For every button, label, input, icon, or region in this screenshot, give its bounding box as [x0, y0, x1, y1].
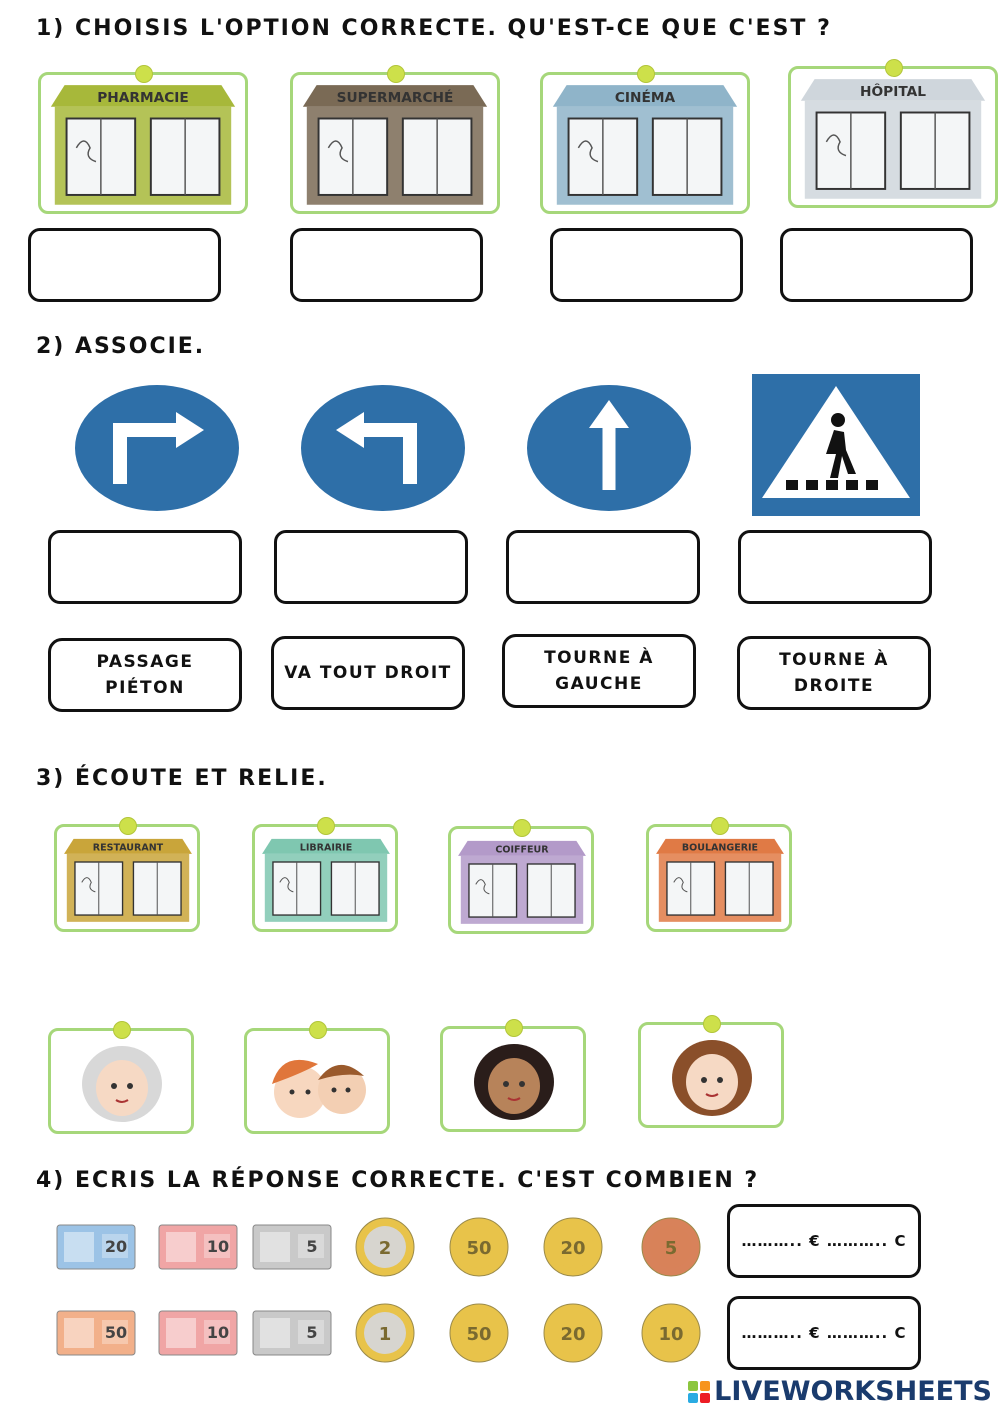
money-answer-box-1[interactable] [727, 1204, 921, 1278]
euro-coin-icon [354, 1302, 416, 1364]
coin-value: 5 [664, 1238, 678, 1259]
euro-note-icon [56, 1224, 136, 1270]
euro-coin-icon [448, 1216, 510, 1278]
turn-left-sign-icon [298, 382, 468, 514]
shop-sign-text: PHARMACIE [97, 89, 189, 106]
coin-value: 20 [560, 1238, 586, 1259]
pedestrian-crossing-sign-icon [752, 374, 920, 516]
section4-title: 4) ECRIS LA RÉPONSE CORRECTE. C'EST COMBIEN ? [36, 1168, 760, 1193]
shop-card-s3-4 [646, 824, 792, 932]
label-passage-pieton[interactable] [48, 638, 242, 712]
liveworksheets-mark-icon [688, 1381, 710, 1403]
coin-value: 50 [466, 1324, 492, 1345]
label-va-tout-droit[interactable] [271, 636, 465, 710]
section2-title: 2) ASSOCIE. [36, 334, 206, 359]
euro-coin-icon [640, 1302, 702, 1364]
label-line: DROITE [793, 676, 875, 696]
coin-value: 1 [378, 1324, 392, 1345]
label-line: PIÉTON [105, 678, 185, 698]
label-tourne-a-gauche[interactable] [502, 634, 696, 708]
straight-ahead-sign-icon [524, 382, 694, 514]
shop-sign-text: COIFFEUR [495, 844, 549, 856]
person-card-2 [244, 1028, 390, 1134]
shop-icon [652, 830, 788, 928]
section1-title: 1) CHOISIS L'OPTION CORRECTE. QU'EST-CE QUE C'EST ? [36, 16, 832, 41]
grandmother-icon [54, 1034, 190, 1130]
answer-box-2[interactable] [290, 228, 483, 302]
euro-coin-icon [542, 1216, 604, 1278]
person-card-4 [638, 1022, 784, 1128]
shop-card-s3-1 [54, 824, 200, 932]
euro-note-icon [56, 1310, 136, 1356]
shop-card-s3-2 [252, 824, 398, 932]
sign-answer-box-2[interactable] [274, 530, 468, 604]
label-line: GAUCHE [555, 674, 643, 694]
shop-sign-text: LIBRAIRIE [299, 842, 353, 854]
coin-value: 2 [378, 1238, 392, 1259]
label-line: TOURNE À [544, 648, 654, 668]
label-tourne-a-droite[interactable] [737, 636, 931, 710]
coin-value: 10 [658, 1324, 684, 1345]
shop-icon [795, 73, 991, 201]
euro-coin-icon [640, 1216, 702, 1278]
note-value: 10 [206, 1323, 230, 1342]
answer-box-4[interactable] [780, 228, 973, 302]
sign-answer-box-1[interactable] [48, 530, 242, 604]
liveworksheets-logo [688, 1376, 992, 1407]
money-answer-box-2[interactable] [727, 1296, 921, 1370]
coin-value: 50 [466, 1238, 492, 1259]
shop-icon [547, 79, 743, 207]
section3-title: 3) ÉCOUTE ET RELIE. [36, 766, 328, 791]
money-answer-template: ……….. € ……….. C [741, 1324, 907, 1342]
note-value: 10 [206, 1237, 230, 1256]
person-card-3 [440, 1026, 586, 1132]
girl-dark-hair-icon [446, 1032, 582, 1128]
euro-coin-icon [542, 1302, 604, 1364]
euro-note-icon [158, 1224, 238, 1270]
sign-answer-box-3[interactable] [506, 530, 700, 604]
money-answer-template: ……….. € ……….. C [741, 1232, 907, 1250]
brand-text: LIVEWORKSHEETS [714, 1376, 992, 1407]
answer-box-3[interactable] [550, 228, 743, 302]
shop-sign-text: BOULANGERIE [681, 842, 759, 854]
shop-sign-text: HÔPITAL [860, 83, 926, 100]
euro-note-icon [252, 1224, 332, 1270]
euro-coin-icon [448, 1302, 510, 1364]
shop-icon [45, 79, 241, 207]
note-value: 5 [306, 1323, 318, 1342]
sign-answer-box-4[interactable] [738, 530, 932, 604]
shop-card-4 [788, 66, 998, 208]
note-value: 5 [306, 1237, 318, 1256]
shop-card-s3-3 [448, 826, 594, 934]
turn-right-sign-icon [72, 382, 242, 514]
note-value: 50 [104, 1323, 128, 1342]
shop-icon [60, 830, 196, 928]
shop-sign-text: SUPERMARCHÉ [336, 89, 454, 106]
answer-box-1[interactable] [28, 228, 221, 302]
note-value: 20 [104, 1237, 128, 1256]
girl-brown-hair-icon [644, 1028, 780, 1124]
shop-sign-text: RESTAURANT [92, 842, 164, 854]
shop-card-3 [540, 72, 750, 214]
boys-icon [250, 1034, 386, 1130]
label-line: TOURNE À [779, 650, 889, 670]
shop-icon [297, 79, 493, 207]
shop-sign-text: CINÉMA [614, 89, 676, 106]
person-card-1 [48, 1028, 194, 1134]
euro-coin-icon [354, 1216, 416, 1278]
shop-card-2 [290, 72, 500, 214]
shop-icon [454, 832, 590, 930]
euro-note-icon [252, 1310, 332, 1356]
shop-card-1 [38, 72, 248, 214]
shop-icon [258, 830, 394, 928]
coin-value: 20 [560, 1324, 586, 1345]
euro-note-icon [158, 1310, 238, 1356]
label-line: VA TOUT DROIT [284, 663, 452, 683]
label-line: PASSAGE [96, 652, 194, 672]
